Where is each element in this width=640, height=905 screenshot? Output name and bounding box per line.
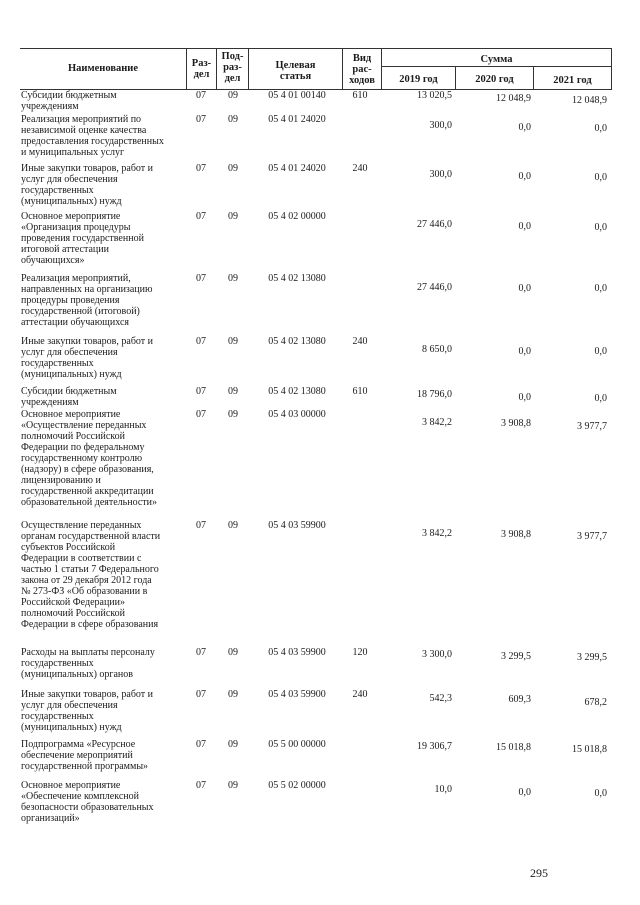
row-sum-2019: 3 842,2 (422, 528, 452, 539)
row-razdel: 07 (196, 273, 206, 284)
row-name: Субсидии бюджетным учреждениям (21, 90, 117, 112)
row-razdel: 07 (196, 520, 206, 531)
row-sum-2020: 0,0 (518, 283, 531, 294)
row-podrazdel: 09 (228, 211, 238, 222)
header-2021: 2021 год (553, 75, 592, 86)
row-vid: 240 (352, 689, 368, 700)
row-sum-2020: 3 299,5 (501, 651, 531, 662)
row-podrazdel: 09 (228, 647, 238, 658)
row-sum-2021: 3 977,7 (577, 421, 607, 432)
row-vid: 240 (352, 336, 368, 347)
header-razdel: Раз- дел (191, 58, 212, 80)
row-celevaya: 05 4 01 24020 (268, 163, 326, 174)
row-sum-2021: 3 977,7 (577, 531, 607, 542)
header-2020: 2020 год (475, 74, 514, 85)
row-sum-2021: 0,0 (594, 346, 607, 357)
header-2019: 2019 год (399, 74, 438, 85)
row-sum-2021: 15 018,8 (572, 744, 607, 755)
row-sum-2019: 18 796,0 (417, 389, 452, 400)
row-name: Иные закупки товаров, работ и услуг для обеспечения государственных (муниципальных) нужд (21, 163, 154, 207)
row-razdel: 07 (196, 90, 206, 101)
row-sum-2019: 8 650,0 (422, 344, 452, 355)
row-vid: 240 (352, 163, 368, 174)
row-celevaya: 05 4 02 00000 (268, 211, 326, 222)
row-sum-2019: 3 842,2 (422, 417, 452, 428)
row-razdel: 07 (196, 163, 206, 174)
header-celevaya: Целевая статья (275, 60, 316, 82)
row-name: Реализация мероприятий по независимой оценке качества предоставления государственных и муниципальных услуг (21, 114, 164, 158)
row-vid: 120 (352, 647, 368, 658)
row-podrazdel: 09 (228, 114, 238, 125)
row-sum-2020: 0,0 (518, 171, 531, 182)
row-name: Основное мероприятие «Организация процедуры проведения государственной итоговой аттестации обучающихся» (21, 211, 144, 266)
row-razdel: 07 (196, 211, 206, 222)
row-sum-2021: 12 048,9 (572, 95, 607, 106)
row-razdel: 07 (196, 647, 206, 658)
row-sum-2019: 3 300,0 (422, 649, 452, 660)
row-celevaya: 05 4 01 00140 (268, 90, 326, 101)
row-celevaya: 05 4 02 13080 (268, 336, 326, 347)
row-podrazdel: 09 (228, 273, 238, 284)
row-podrazdel: 09 (228, 386, 238, 397)
row-celevaya: 05 4 03 00000 (268, 409, 326, 420)
row-celevaya: 05 4 03 59900 (268, 689, 326, 700)
row-celevaya: 05 4 03 59900 (268, 647, 326, 658)
row-sum-2020: 3 908,8 (501, 418, 531, 429)
row-sum-2019: 300,0 (429, 169, 452, 180)
row-sum-2020: 12 048,9 (496, 93, 531, 104)
row-sum-2019: 27 446,0 (417, 282, 452, 293)
summa-divider (381, 66, 612, 67)
row-razdel: 07 (196, 780, 206, 791)
row-sum-2021: 0,0 (594, 283, 607, 294)
row-name: Подпрограмма «Ресурсное обеспечение мероприятий государственной программы» (21, 739, 149, 772)
row-sum-2019: 10,0 (434, 784, 452, 795)
header-summa: Сумма (480, 54, 513, 65)
row-sum-2021: 678,2 (584, 697, 607, 708)
row-celevaya: 05 4 01 24020 (268, 114, 326, 125)
page-number: 295 (530, 866, 548, 880)
header-podrazdel: Под- раз- дел (221, 51, 244, 84)
row-sum-2019: 13 020,5 (417, 90, 452, 101)
row-name: Осуществление переданных органам государственной власти субъектов Российской Федерации в соответствии с частью 1 статьи 7 Федерального закона от 29 декабря 2012 года № 273-ФЗ «Об образовании в Российской Федерации» полномочий Российской Федерации в сфере образования (21, 520, 161, 630)
row-name: Основное мероприятие «Осуществление переданных полномочий Российской Федерации по федеральному государственному контролю (надзору) в сфере образования, лицензированию и государственной аккредитации образовательной деятельности» (21, 409, 157, 508)
header-top-rule (20, 48, 612, 49)
row-podrazdel: 09 (228, 90, 238, 101)
row-celevaya: 05 4 02 13080 (268, 386, 326, 397)
row-podrazdel: 09 (228, 689, 238, 700)
row-podrazdel: 09 (228, 780, 238, 791)
row-sum-2021: 0,0 (594, 123, 607, 134)
row-sum-2021: 0,0 (594, 393, 607, 404)
row-sum-2020: 0,0 (518, 122, 531, 133)
row-sum-2019: 19 306,7 (417, 741, 452, 752)
row-razdel: 07 (196, 409, 206, 420)
row-razdel: 07 (196, 739, 206, 750)
row-celevaya: 05 4 03 59900 (268, 520, 326, 531)
row-celevaya: 05 5 02 00000 (268, 780, 326, 791)
row-name: Субсидии бюджетным учреждениям (21, 386, 117, 408)
row-sum-2021: 3 299,5 (577, 652, 607, 663)
row-celevaya: 05 4 02 13080 (268, 273, 326, 284)
col-divider-8 (611, 48, 612, 90)
row-podrazdel: 09 (228, 739, 238, 750)
row-podrazdel: 09 (228, 163, 238, 174)
row-sum-2020: 0,0 (518, 787, 531, 798)
row-razdel: 07 (196, 689, 206, 700)
row-sum-2021: 0,0 (594, 788, 607, 799)
row-name: Реализация мероприятий, направленных на организацию процедуры проведения государственной (итоговой) аттестации обучающихся (21, 273, 153, 328)
header-name: Наименование (68, 63, 138, 74)
row-sum-2019: 300,0 (429, 120, 452, 131)
row-razdel: 07 (196, 336, 206, 347)
row-vid: 610 (352, 386, 368, 397)
row-sum-2021: 0,0 (594, 172, 607, 183)
row-name: Иные закупки товаров, работ и услуг для обеспечения государственных (муниципальных) нужд (21, 689, 154, 733)
row-name: Иные закупки товаров, работ и услуг для обеспечения государственных (муниципальных) нужд (21, 336, 154, 380)
header-vid: Вид рас- ходов (349, 53, 375, 86)
row-sum-2019: 542,3 (429, 693, 452, 704)
row-razdel: 07 (196, 386, 206, 397)
row-sum-2021: 0,0 (594, 222, 607, 233)
row-podrazdel: 09 (228, 520, 238, 531)
row-name: Основное мероприятие «Обеспечение комплексной безопасности образовательных организаций» (21, 780, 154, 824)
row-razdel: 07 (196, 114, 206, 125)
row-sum-2020: 0,0 (518, 221, 531, 232)
row-sum-2019: 27 446,0 (417, 219, 452, 230)
row-podrazdel: 09 (228, 336, 238, 347)
row-vid: 610 (352, 90, 368, 101)
row-name: Расходы на выплаты персоналу государственных (муниципальных) органов (21, 647, 155, 680)
row-celevaya: 05 5 00 00000 (268, 739, 326, 750)
row-sum-2020: 0,0 (518, 346, 531, 357)
row-sum-2020: 3 908,8 (501, 529, 531, 540)
row-sum-2020: 0,0 (518, 392, 531, 403)
row-sum-2020: 609,3 (508, 694, 531, 705)
row-sum-2020: 15 018,8 (496, 742, 531, 753)
row-podrazdel: 09 (228, 409, 238, 420)
